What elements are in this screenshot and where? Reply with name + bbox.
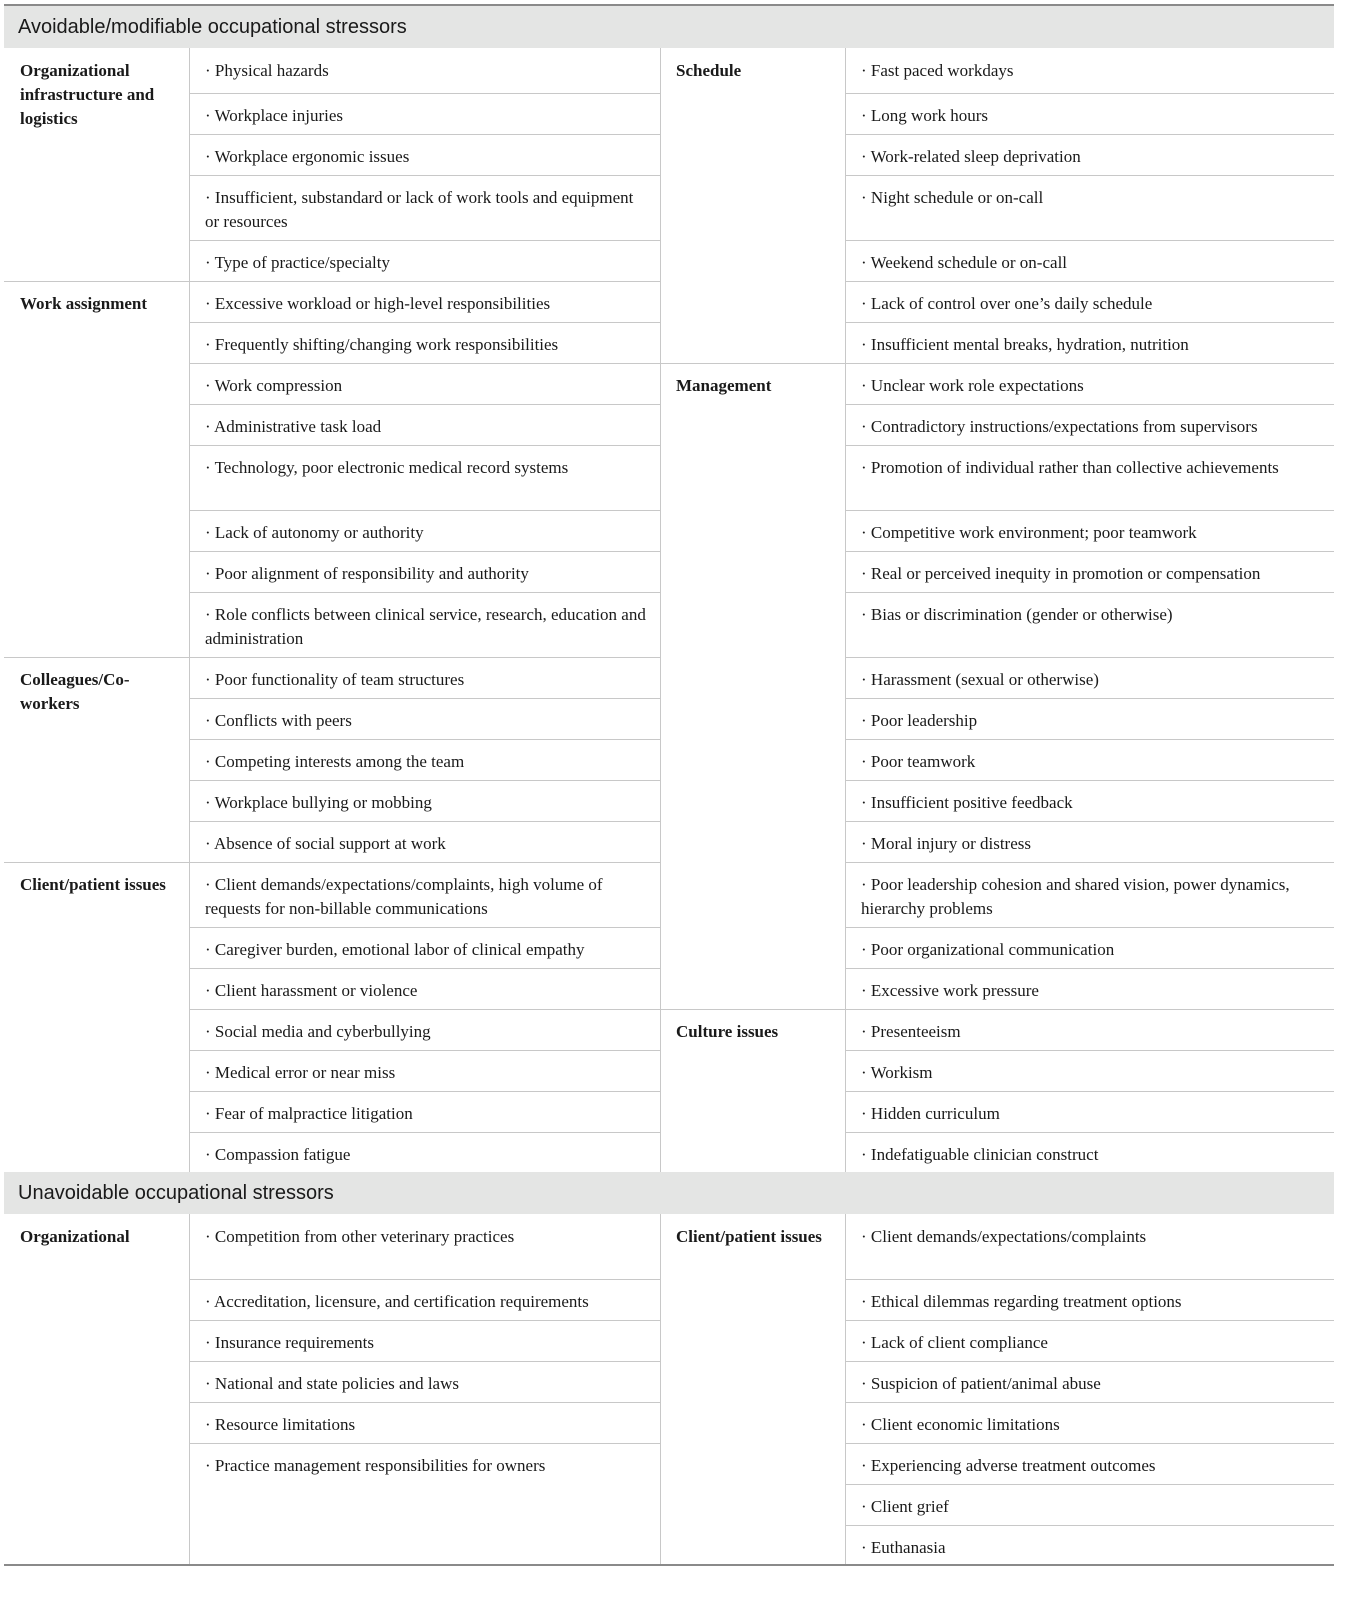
stressor-item: · Workism xyxy=(861,1063,933,1082)
stressor-item: · Workplace ergonomic issues xyxy=(205,147,410,166)
stressor-item: · Weekend schedule or on-call xyxy=(861,253,1068,272)
category-label: Client/patient issues xyxy=(676,1227,822,1246)
stressor-item: · Client grief xyxy=(861,1497,949,1516)
row-divider xyxy=(189,1402,660,1403)
category-label: Organizational xyxy=(20,1227,130,1246)
section-title: Unavoidable occupational stressors xyxy=(18,1182,334,1204)
category-label: Schedule xyxy=(676,61,742,80)
stressor-item: · Workplace bullying or mobbing xyxy=(205,793,432,812)
stressor-item: · Caregiver burden, emotional labor of clinical empathy xyxy=(205,940,585,959)
stressor-item: · Insufficient mental breaks, hydration, nutrition xyxy=(861,335,1189,354)
row-divider xyxy=(845,968,1334,969)
row-divider xyxy=(845,780,1334,781)
row-divider xyxy=(189,134,660,135)
stressor-item: · Experiencing adverse treatment outcomes xyxy=(861,1456,1156,1475)
row-divider xyxy=(845,1443,1334,1444)
stressor-item: · Accreditation, licensure, and certification requirements xyxy=(205,1292,589,1311)
row-divider xyxy=(189,927,660,928)
group-divider xyxy=(4,862,189,863)
stressor-item: · Fast paced workdays xyxy=(861,61,1014,80)
stressor-item: · Contradictory instructions/expectations from supervisors xyxy=(861,417,1258,436)
stressor-item: · Resource limitations xyxy=(205,1415,356,1434)
stressor-item: · Role conflicts between clinical service, research, education and administration xyxy=(205,605,646,648)
row-divider xyxy=(189,657,660,658)
stressor-item: · Hidden curriculum xyxy=(861,1104,1000,1123)
row-divider xyxy=(189,175,660,176)
stressor-item: · Competition from other veterinary practices xyxy=(205,1227,515,1246)
stressor-item: · Frequently shifting/changing work responsibilities xyxy=(205,335,559,354)
row-divider xyxy=(845,1091,1334,1092)
row-divider xyxy=(189,1132,660,1133)
row-divider xyxy=(189,551,660,552)
stressor-item: · Lack of autonomy or authority xyxy=(205,523,424,542)
row-divider xyxy=(189,1279,660,1280)
row-divider xyxy=(845,93,1334,94)
stressor-item: · Fear of malpractice litigation xyxy=(205,1104,413,1123)
row-divider xyxy=(845,657,1334,658)
group-divider xyxy=(660,1009,845,1010)
stressor-item: · Work compression xyxy=(205,376,343,395)
row-divider xyxy=(845,1050,1334,1051)
column-divider xyxy=(189,48,190,1172)
stressor-item: · Lack of control over one’s daily schedule xyxy=(861,294,1153,313)
row-divider xyxy=(189,363,660,364)
row-divider xyxy=(845,821,1334,822)
row-divider xyxy=(845,445,1334,446)
row-divider xyxy=(845,1361,1334,1362)
stressor-item: · Conflicts with peers xyxy=(205,711,352,730)
column-divider xyxy=(845,48,846,1172)
row-divider xyxy=(189,592,660,593)
row-divider xyxy=(845,1320,1334,1321)
row-divider xyxy=(845,927,1334,928)
stressor-item: · Administrative task load xyxy=(205,417,382,436)
row-divider xyxy=(189,1443,660,1444)
row-divider xyxy=(845,698,1334,699)
stressor-item: · Poor leadership cohesion and shared vision, power dynamics, hierarchy problems xyxy=(861,875,1290,918)
stressor-item: · Harassment (sexual or otherwise) xyxy=(861,670,1099,689)
stressor-item: · Insurance requirements xyxy=(205,1333,374,1352)
stressor-item: · Night schedule or on-call xyxy=(861,188,1044,207)
column-divider xyxy=(845,1214,846,1564)
row-divider xyxy=(189,1320,660,1321)
row-divider xyxy=(189,93,660,94)
stressor-item: · Presenteeism xyxy=(861,1022,961,1041)
group-divider xyxy=(4,281,189,282)
row-divider xyxy=(189,780,660,781)
row-divider xyxy=(845,363,1334,364)
stressor-item: · Moral injury or distress xyxy=(861,834,1031,853)
row-divider xyxy=(845,1402,1334,1403)
stressor-item: · Workplace injuries xyxy=(205,106,344,125)
row-divider xyxy=(845,551,1334,552)
stressor-item: · Unclear work role expectations xyxy=(861,376,1084,395)
row-divider xyxy=(845,134,1334,135)
row-divider xyxy=(189,240,660,241)
stressor-item: · Real or perceived inequity in promotion or compensation xyxy=(861,564,1261,583)
column-divider xyxy=(189,1214,190,1564)
row-divider xyxy=(189,281,660,282)
stressor-item: · Social media and cyberbullying xyxy=(205,1022,431,1041)
row-divider xyxy=(189,445,660,446)
row-divider xyxy=(189,862,660,863)
stressor-item: · Technology, poor electronic medical record systems xyxy=(205,458,569,477)
stressor-item: · Absence of social support at work xyxy=(205,834,446,853)
row-divider xyxy=(845,281,1334,282)
stressor-item: · Client economic limitations xyxy=(861,1415,1060,1434)
group-divider xyxy=(660,363,845,364)
stressor-item: · Euthanasia xyxy=(861,1538,946,1557)
stressor-item: · Bias or discrimination (gender or otherwise) xyxy=(861,605,1173,624)
stressor-item: · Poor organizational communication xyxy=(861,940,1115,959)
stressor-item: · Client demands/expectations/complaints xyxy=(861,1227,1147,1246)
row-divider xyxy=(189,510,660,511)
stressor-item: · Type of practice/specialty xyxy=(205,253,390,272)
stressor-item: · Insufficient positive feedback xyxy=(861,793,1073,812)
stressor-item: · Poor leadership xyxy=(861,711,978,730)
group-divider xyxy=(4,657,189,658)
stressor-item: · Poor alignment of responsibility and authority xyxy=(205,564,529,583)
stressor-item: · Medical error or near miss xyxy=(205,1063,396,1082)
stressor-item: · Poor functionality of team structures xyxy=(205,670,465,689)
row-divider xyxy=(189,1009,660,1010)
table-bottom-border xyxy=(4,1564,1334,1566)
row-divider xyxy=(845,862,1334,863)
row-divider xyxy=(189,698,660,699)
row-divider xyxy=(845,1279,1334,1280)
category-label: Colleagues/Co-workers xyxy=(20,670,130,713)
row-divider xyxy=(189,322,660,323)
category-label: Culture issues xyxy=(676,1022,779,1041)
row-divider xyxy=(845,175,1334,176)
stressor-item: · Insufficient, substandard or lack of work tools and equipment or resources xyxy=(205,188,634,231)
stressor-item: · National and state policies and laws xyxy=(205,1374,459,1393)
stressor-item: · Physical hazards xyxy=(205,61,329,80)
row-divider xyxy=(189,404,660,405)
stressor-item: · Client demands/expectations/complaints, high volume of requests for non-billable communications xyxy=(205,875,603,918)
stressor-item: · Long work hours xyxy=(861,106,989,125)
category-label: Organizational infrastructure and logistics xyxy=(20,61,155,128)
stressor-item: · Excessive workload or high-level responsibilities xyxy=(205,294,551,313)
row-divider xyxy=(845,1525,1334,1526)
stressor-item: · Excessive work pressure xyxy=(861,981,1039,1000)
row-divider xyxy=(189,739,660,740)
row-divider xyxy=(845,510,1334,511)
row-divider xyxy=(845,592,1334,593)
category-label: Work assignment xyxy=(20,294,148,313)
row-divider xyxy=(845,404,1334,405)
stressor-item: · Client harassment or violence xyxy=(205,981,418,1000)
row-divider xyxy=(845,1132,1334,1133)
row-divider xyxy=(189,968,660,969)
stressor-item: · Poor teamwork xyxy=(861,752,976,771)
stressor-item: · Work-related sleep deprivation xyxy=(861,147,1081,166)
stressor-item: · Competing interests among the team xyxy=(205,752,465,771)
row-divider xyxy=(845,1484,1334,1485)
row-divider xyxy=(189,821,660,822)
stressor-item: · Competitive work environment; poor teamwork xyxy=(861,523,1197,542)
stressor-item: · Practice management responsibilities for owners xyxy=(205,1456,546,1475)
row-divider xyxy=(189,1091,660,1092)
stressor-item: · Suspicion of patient/animal abuse xyxy=(861,1374,1101,1393)
row-divider xyxy=(845,240,1334,241)
stressor-item: · Compassion fatigue xyxy=(205,1145,351,1164)
row-divider xyxy=(189,1050,660,1051)
section-title: Avoidable/modifiable occupational stressors xyxy=(18,16,407,38)
stressor-item: · Indefatiguable clinician construct xyxy=(861,1145,1099,1164)
row-divider xyxy=(189,1361,660,1362)
column-divider xyxy=(660,48,661,1172)
row-divider xyxy=(845,1009,1334,1010)
stressor-item: · Ethical dilemmas regarding treatment options xyxy=(861,1292,1182,1311)
category-label: Management xyxy=(676,376,772,395)
stressor-item: · Lack of client compliance xyxy=(861,1333,1048,1352)
column-divider xyxy=(660,1214,661,1564)
stressor-item: · Promotion of individual rather than collective achievements xyxy=(861,458,1279,477)
category-label: Client/patient issues xyxy=(20,875,166,894)
row-divider xyxy=(845,322,1334,323)
row-divider xyxy=(845,739,1334,740)
